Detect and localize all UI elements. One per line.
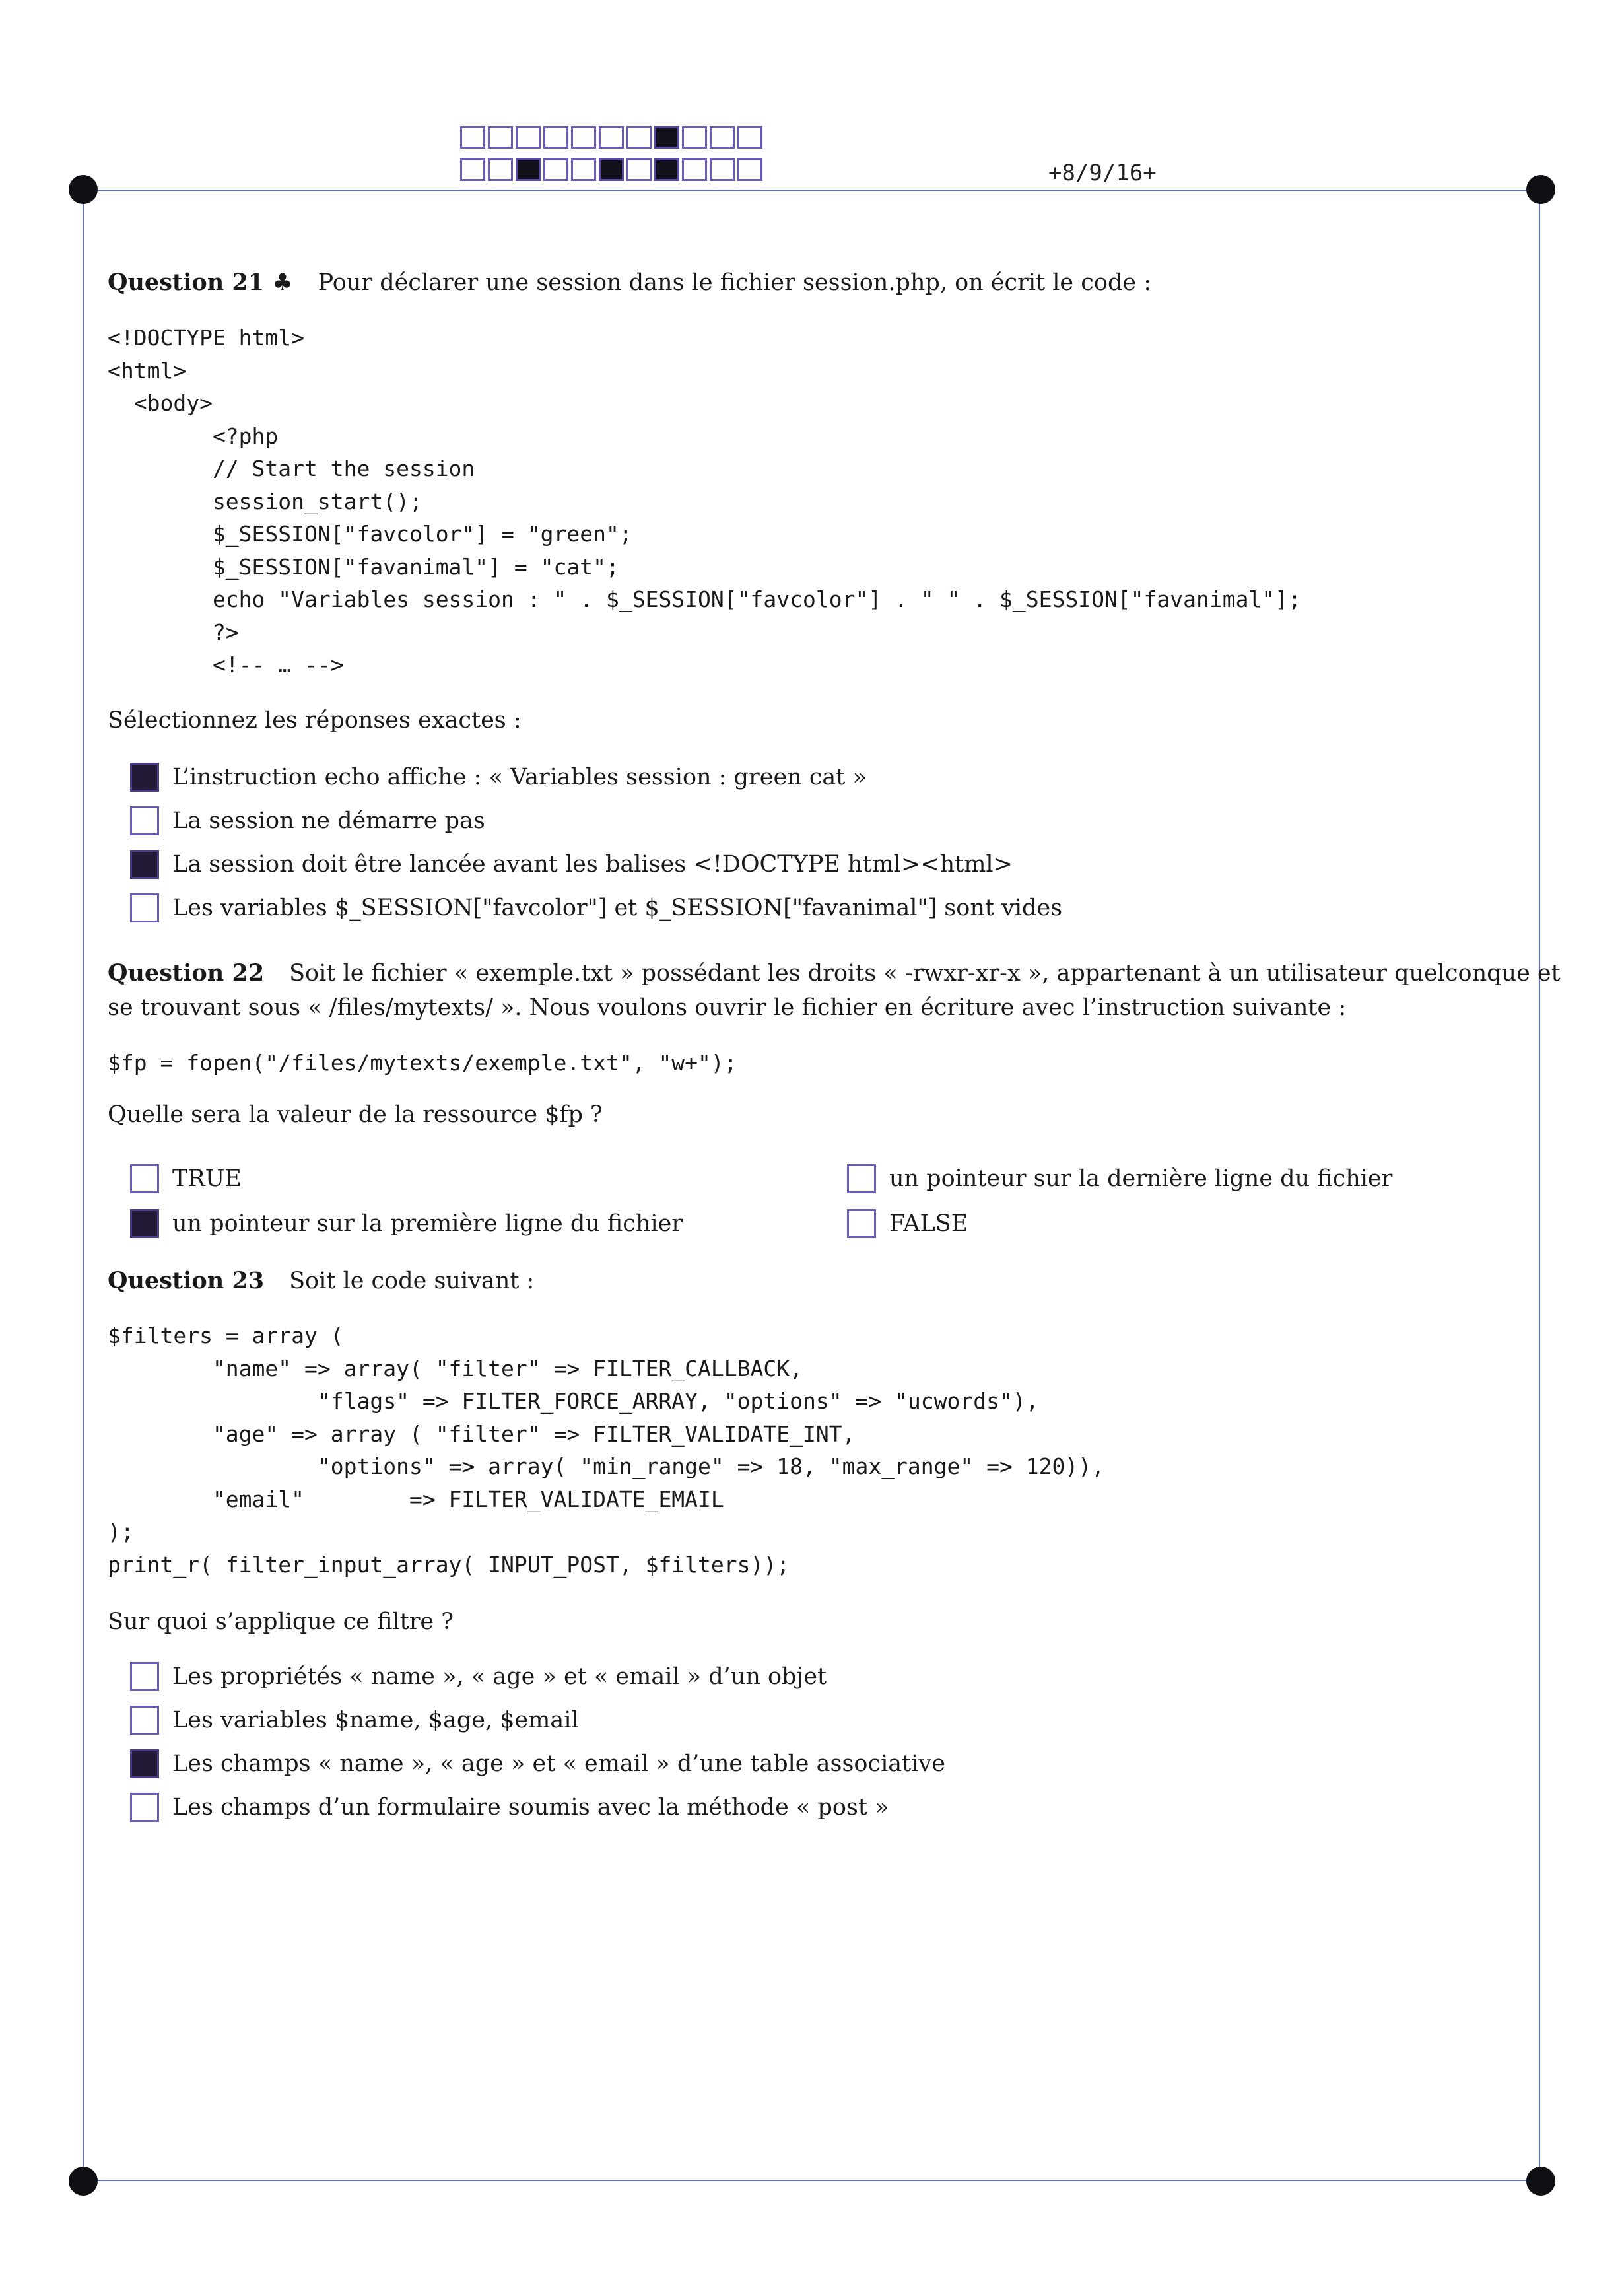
question-21-text: Pour déclarer une session dans le fichier session.php, on écrit le code :: [318, 269, 1151, 296]
question-21-code: <!DOCTYPE html> <html> <body> <?php // Start the session session_start(); $_SESSION["favcolor"] = "green"; $_SESSION["favanimal"] = "cat"; echo "Variables session : " . $_SESSION["favcolor"] . " " . $_SESSION["favanimal"]; ?> <!-- … -->: [108, 325, 1301, 678]
q23-option-2[interactable]: [130, 1704, 579, 1736]
q22-option-3-label: un pointeur sur la première ligne du fichier: [172, 1210, 683, 1237]
q23-option-3-label: Les champs « name », « age » et « email » d’une table associative: [172, 1751, 945, 1777]
row2-cell-7: [626, 158, 652, 181]
question-23-label: Question 23: [108, 1267, 265, 1294]
row1-cell-6: [599, 126, 624, 149]
question-21-header: [108, 267, 1151, 298]
row1-cell-2: [488, 126, 513, 149]
row2-cell-5: [571, 158, 596, 181]
q23-option-1-checkbox[interactable]: [130, 1662, 159, 1691]
q22-option-4-checkbox[interactable]: [847, 1209, 876, 1238]
corner-marker-bottom-right: [1526, 2167, 1555, 2196]
row1-cell-3: [516, 126, 541, 149]
q23-option-4-checkbox[interactable]: [130, 1793, 159, 1822]
row2-cell-6: [599, 158, 624, 181]
q21-option-4-label: Les variables $_SESSION["favcolor"] et $_SESSION["favanimal"] sont vides: [172, 895, 1063, 921]
q23-option-4[interactable]: [130, 1792, 889, 1823]
q22-option-4-label: FALSE: [889, 1210, 968, 1237]
q23-option-1[interactable]: [130, 1661, 827, 1692]
corner-marker-top-right: [1526, 175, 1555, 204]
row2-cell-2: [488, 158, 513, 181]
question-23-text: Soit le code suivant :: [289, 1268, 535, 1294]
question-22-header: [108, 956, 1561, 1025]
q22-option-2-label: un pointeur sur la dernière ligne du fichier: [889, 1165, 1393, 1192]
question-22-prompt: Quelle sera la valeur de la ressource $fp ?: [108, 1101, 603, 1128]
q22-option-4[interactable]: [847, 1208, 968, 1239]
q23-option-4-label: Les champs d’un formulaire soumis avec la méthode « post »: [172, 1794, 889, 1821]
q21-option-3-checkbox[interactable]: [130, 850, 159, 879]
q21-option-4[interactable]: [130, 892, 1062, 924]
id-box-row-1: [460, 126, 762, 149]
q22-option-1-checkbox[interactable]: [130, 1164, 159, 1193]
row1-cell-10: [710, 126, 735, 149]
row1-cell-9: [682, 126, 707, 149]
row2-cell-1: [460, 158, 485, 181]
row1-cell-4: [543, 126, 568, 149]
q22-option-2-checkbox[interactable]: [847, 1164, 876, 1193]
question-23-code: $filters = array ( "name" => array( "filter" => FILTER_CALLBACK, "flags" => FILTER_FORCE_ARRAY, "options" => "ucwords"), "age" => array ( "filter" => FILTER_VALIDATE_INT, "options" => array( "min_range" => 18, "max_range" => 120)), "email" => FILTER_VALIDATE_EMAIL ); print_r( filter_input_array( INPUT_POST, $filters));: [108, 1323, 1104, 1578]
q23-option-2-checkbox[interactable]: [130, 1706, 159, 1735]
row2-cell-8: [654, 158, 679, 181]
page-id: +8/9/16+: [1048, 160, 1157, 186]
q21-option-2[interactable]: [130, 805, 485, 837]
row2-cell-3: [516, 158, 541, 181]
row2-cell-4: [543, 158, 568, 181]
row2-cell-11: [737, 158, 762, 181]
q23-option-2-label: Les variables $name, $age, $email: [172, 1707, 579, 1733]
q21-option-4-checkbox[interactable]: [130, 893, 159, 922]
question-23-prompt: Sur quoi s’applique ce filtre ?: [108, 1609, 454, 1635]
q21-option-3[interactable]: [130, 849, 1013, 880]
q21-option-2-label: La session ne démarre pas: [172, 808, 485, 834]
q21-option-1-label: L’instruction echo affiche : « Variables session : green cat »: [172, 764, 867, 790]
q21-option-1-checkbox[interactable]: [130, 763, 159, 792]
row1-cell-5: [571, 126, 596, 149]
q22-option-1[interactable]: [130, 1163, 242, 1195]
question-22-text-line-2: se trouvant sous « /files/mytexts/ ». Nous voulons ouvrir le fichier en écriture avec l’instruction suivante :: [108, 994, 1347, 1021]
row2-cell-10: [710, 158, 735, 181]
question-21-prompt: Sélectionnez les réponses exactes :: [108, 707, 522, 734]
question-22-text-line-1: Soit le fichier « exemple.txt » possédant les droits « -rwxr-xr-x », appartenant à un utilisateur quelconque et: [289, 960, 1561, 987]
q21-option-1[interactable]: [130, 761, 867, 793]
row2-cell-9: [682, 158, 707, 181]
row1-cell-7: [626, 126, 652, 149]
corner-marker-bottom-left: [69, 2167, 98, 2196]
id-box-row-2: [460, 158, 762, 181]
q23-option-3-checkbox[interactable]: [130, 1749, 159, 1778]
row1-cell-1: [460, 126, 485, 149]
question-21-label: Question 21 ♣: [108, 269, 293, 296]
row1-cell-8: [654, 126, 679, 149]
row1-cell-11: [737, 126, 762, 149]
q23-option-3[interactable]: [130, 1748, 945, 1780]
q22-option-3-checkbox[interactable]: [130, 1209, 159, 1238]
question-23-header: [108, 1265, 534, 1297]
q22-option-1-label: TRUE: [172, 1165, 242, 1192]
corner-marker-top-left: [69, 175, 98, 204]
q22-option-3[interactable]: [130, 1208, 683, 1239]
q23-option-1-label: Les propriétés « name », « age » et « email » d’un objet: [172, 1663, 827, 1690]
q22-option-2[interactable]: [847, 1163, 1392, 1195]
question-22-label: Question 22: [108, 959, 265, 987]
q21-option-2-checkbox[interactable]: [130, 806, 159, 835]
question-22-code: $fp = fopen("/files/mytexts/exemple.txt", "w+");: [108, 1050, 737, 1076]
q21-option-3-label: La session doit être lancée avant les balises <!DOCTYPE html><html>: [172, 851, 1013, 878]
